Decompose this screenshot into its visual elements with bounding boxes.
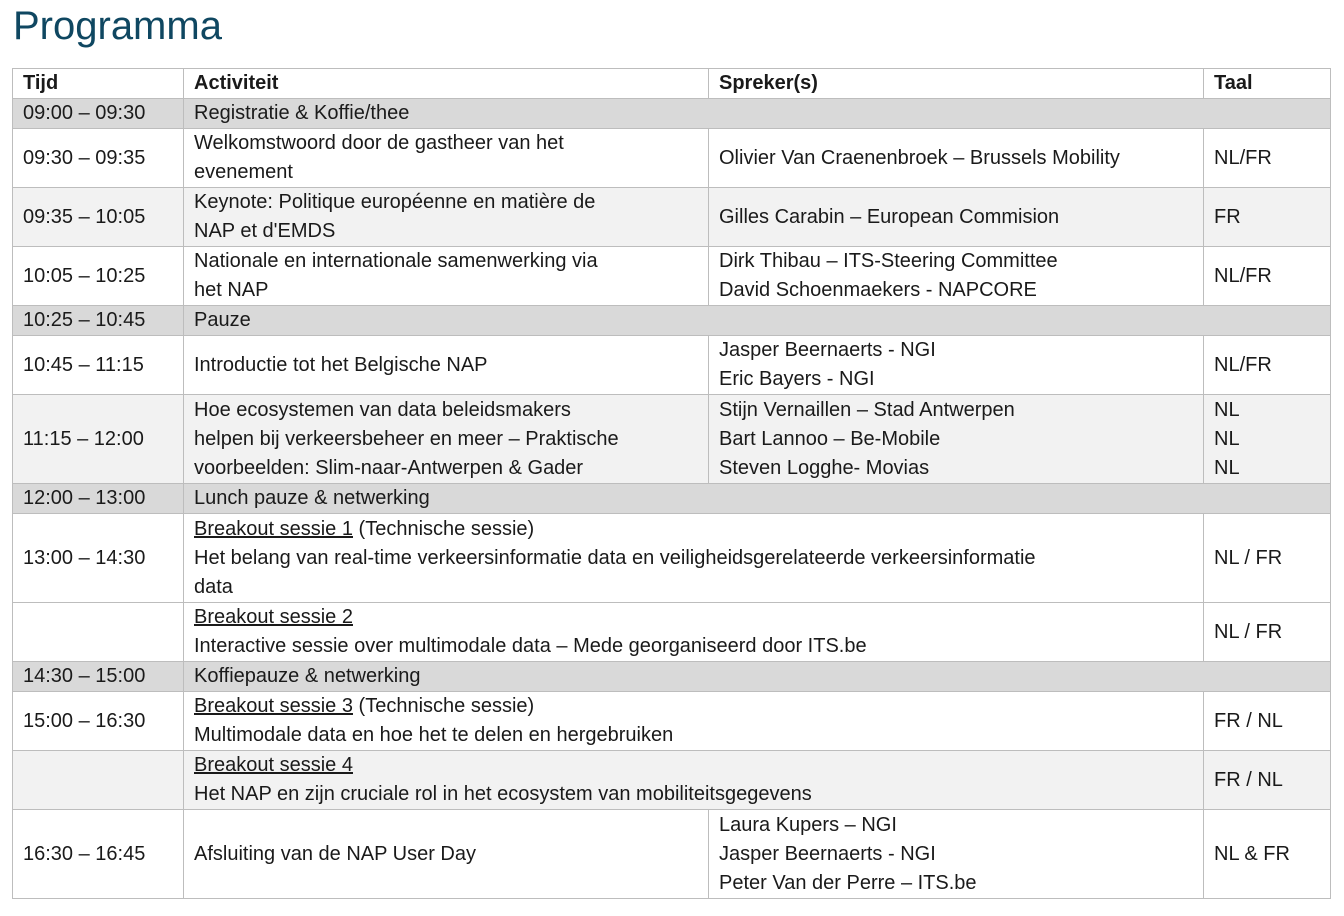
table-row-session [13,129,1331,188]
breakout-title: Breakout sessie 1 [194,517,353,540]
table-row-breakout [13,603,1331,662]
time-cell: 10:05 – 10:25 [13,247,184,306]
time-cell: 10:45 – 11:15 [13,336,184,395]
table-row-breakout [13,751,1331,810]
time-cell: 09:35 – 10:05 [13,188,184,247]
header-speakers: Spreker(s) [709,69,1204,99]
table-row-break [13,484,1331,514]
table-row-break [13,99,1331,129]
break-label: Koffiepauze & netwerking [184,662,1331,692]
activity-cell: Hoe ecosystemen van data beleidsmakers helpen bij verkeersbeheer en meer – Praktische voorbeelden: Slim-naar-Antwerpen & Gader [184,395,709,484]
language-cell: FR / NL [1204,751,1331,810]
time-cell: 14:30 – 15:00 [13,662,184,692]
speakers-cell: Laura Kupers – NGI Jasper Beernaerts - NGI Peter Van der Perre – ITS.be [709,810,1204,899]
language-cell: FR [1204,188,1331,247]
break-label: Registratie & Koffie/thee [184,99,1331,129]
activity-cell: Breakout sessie 4 Het NAP en zijn cruciale rol in het ecosystem van mobiliteitsgegevens [184,751,1204,810]
speakers-cell: Jasper Beernaerts - NGI Eric Bayers - NGI [709,336,1204,395]
time-cell: 09:00 – 09:30 [13,99,184,129]
language-cell: NL/FR [1204,336,1331,395]
activity-cell: Breakout sessie 3 (Technische sessie) Multimodale data en hoe het te delen en hergebruiken [184,692,1204,751]
table-row-break [13,662,1331,692]
table-header-row [13,69,1331,99]
time-cell: 13:00 – 14:30 [13,514,184,603]
speakers-cell: Gilles Carabin – European Commision [709,188,1204,247]
table-row-breakout [13,514,1331,603]
speakers-cell: Dirk Thibau – ITS-Steering Committee David Schoenmaekers - NAPCORE [709,247,1204,306]
breakout-title: Breakout sessie 2 [194,606,353,628]
activity-cell: Breakout sessie 1 (Technische sessie) Het belang van real-time verkeersinformatie data en veiligheidsgerelateerde verkeersinformatie data [184,514,1204,603]
header-language: Taal [1204,69,1331,99]
time-cell: 11:15 – 12:00 [13,395,184,484]
activity-cell: Nationale en internationale samenwerking via het NAP [184,247,709,306]
page-title: Programma [13,4,222,48]
activity-cell: Breakout sessie 2 Interactive sessie over multimodale data – Mede georganiseerd door ITS.be [184,603,1204,662]
language-cell: NL NL NL [1204,395,1331,484]
activity-cell: Keynote: Politique européenne en matière de NAP et d'EMDS [184,188,709,247]
breakout-title: Breakout sessie 3 [194,695,353,717]
language-cell: NL / FR [1204,603,1331,662]
header-activity: Activiteit [184,69,709,99]
table-row-session [13,336,1331,395]
language-cell: NL/FR [1204,129,1331,188]
header-time: Tijd [13,69,184,99]
language-cell: NL & FR [1204,810,1331,899]
language-cell: FR / NL [1204,692,1331,751]
table-row-session [13,188,1331,247]
break-label: Lunch pauze & netwerking [184,484,1331,514]
activity-cell: Welkomstwoord door de gastheer van het evenement [184,129,709,188]
time-cell [13,751,184,810]
breakout-title: Breakout sessie 4 [194,754,353,776]
language-cell: NL / FR [1204,514,1331,603]
activity-cell: Introductie tot het Belgische NAP [184,336,709,395]
speakers-cell: Stijn Vernaillen – Stad Antwerpen Bart Lannoo – Be-Mobile Steven Logghe- Movias [709,395,1204,484]
table-row-session [13,810,1331,899]
program-table [12,68,1331,899]
time-cell: 10:25 – 10:45 [13,306,184,336]
time-cell: 16:30 – 16:45 [13,810,184,899]
time-cell: 09:30 – 09:35 [13,129,184,188]
language-cell: NL/FR [1204,247,1331,306]
time-cell: 15:00 – 16:30 [13,692,184,751]
table-row-session [13,395,1331,484]
activity-cell: Afsluiting van de NAP User Day [184,810,709,899]
table-row-break [13,306,1331,336]
table-row-breakout [13,692,1331,751]
time-cell: 12:00 – 13:00 [13,484,184,514]
table-row-session [13,247,1331,306]
speakers-cell: Olivier Van Craenenbroek – Brussels Mobility [709,129,1204,188]
break-label: Pauze [184,306,1331,336]
time-cell [13,603,184,662]
